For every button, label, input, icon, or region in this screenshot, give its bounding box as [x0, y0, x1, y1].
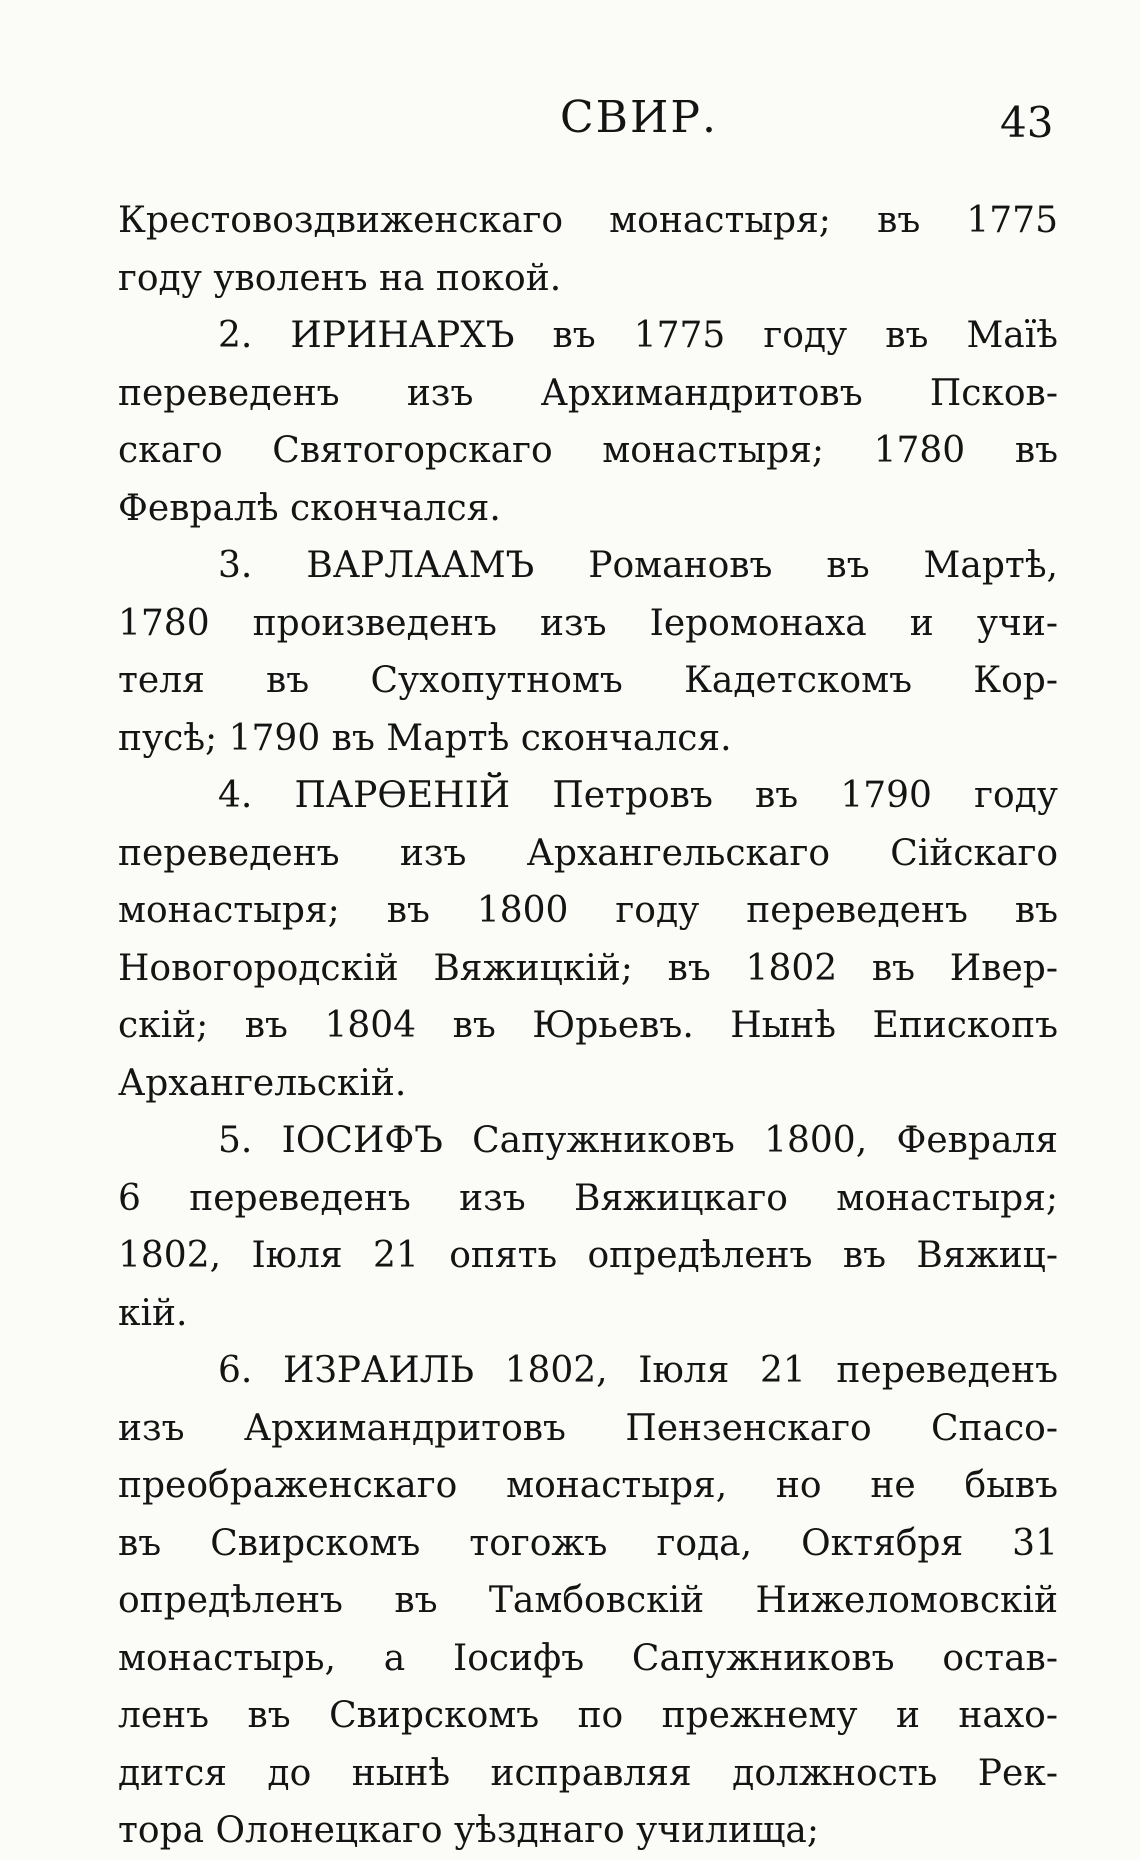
text-line: 3. ВАРЛААМЪ Романовъ въ Мартѣ,	[218, 545, 1058, 586]
paragraph	[118, 537, 1058, 767]
text-line: 4. ПАРѲЕНІЙ Петровъ въ 1790 году	[218, 775, 1058, 816]
text-line: переведенъ изъ Архангельскаго Сійскаго	[118, 832, 1058, 874]
text-line: переведенъ изъ Архимандритовъ Псков-	[118, 372, 1058, 414]
text-line: 1802, Іюля 21 опять опредѣленъ въ Вяжиц-	[118, 1235, 1058, 1276]
text-line: Февралѣ скончался.	[118, 487, 501, 529]
text-line: монастыря; въ 1800 году переведенъ въ	[118, 890, 1058, 931]
text-line: году уволенъ на покой.	[118, 257, 562, 299]
paragraph	[118, 307, 1058, 537]
text-line: 1780 произведенъ изъ Іеромонаха и учи-	[118, 602, 1058, 644]
text-line: 6. ИЗРАИЛЬ 1802, Іюля 21 переведенъ	[218, 1350, 1058, 1391]
text-line: дится до нынѣ исправляя должность Рек-	[118, 1752, 1058, 1794]
text-line: скій; въ 1804 въ Юрьевъ. Нынѣ Епископъ	[118, 1005, 1058, 1046]
page-header	[0, 92, 1140, 152]
page-number: 43	[1000, 98, 1054, 147]
text-line: теля въ Сухопутномъ Кадетскомъ Кор-	[118, 660, 1058, 701]
text-line: преображенскаго монастыря, но не бывъ	[118, 1465, 1058, 1506]
paragraph	[118, 1342, 1058, 1860]
text-line: 6 переведенъ изъ Вяжицкаго монастыря;	[118, 1177, 1058, 1219]
paragraph	[118, 192, 1058, 307]
paragraph	[118, 1112, 1058, 1342]
text-line: ленъ въ Свирскомъ по прежнему и нахо-	[118, 1695, 1058, 1736]
paragraph	[118, 767, 1058, 1112]
body-text	[118, 192, 1058, 1860]
text-line: Новогородскій Вяжицкій; въ 1802 въ Ивер-	[118, 947, 1058, 989]
text-line: кій.	[118, 1292, 188, 1334]
text-line: 5. ІОСИФЪ Сапужниковъ 1800, Февраля	[218, 1120, 1058, 1161]
text-line: Крестовоздвиженскаго монастыря; въ 1775	[118, 200, 1058, 241]
text-line: изъ Архимандритовъ Пензенскаго Спасо-	[118, 1407, 1058, 1449]
text-line: опредѣленъ въ Тамбовскій Нижеломовскій	[118, 1580, 1058, 1621]
text-line: тора Олонецкаго уѣзднаго училища;	[118, 1810, 820, 1851]
text-line: 2. ИРИНАРХЪ въ 1775 году въ Маїѣ	[218, 315, 1058, 356]
text-line: монастырь, а Іосифъ Сапужниковъ остав-	[118, 1637, 1058, 1679]
text-line: въ Свирскомъ тогожъ года, Октября 31	[118, 1522, 1058, 1564]
text-line: скаго Святогорскаго монастыря; 1780 въ	[118, 430, 1058, 471]
text-line: пусѣ; 1790 въ Мартѣ скончался.	[118, 717, 732, 759]
running-head: СВИР.	[560, 92, 718, 143]
text-line: Архангельскій.	[118, 1062, 407, 1104]
